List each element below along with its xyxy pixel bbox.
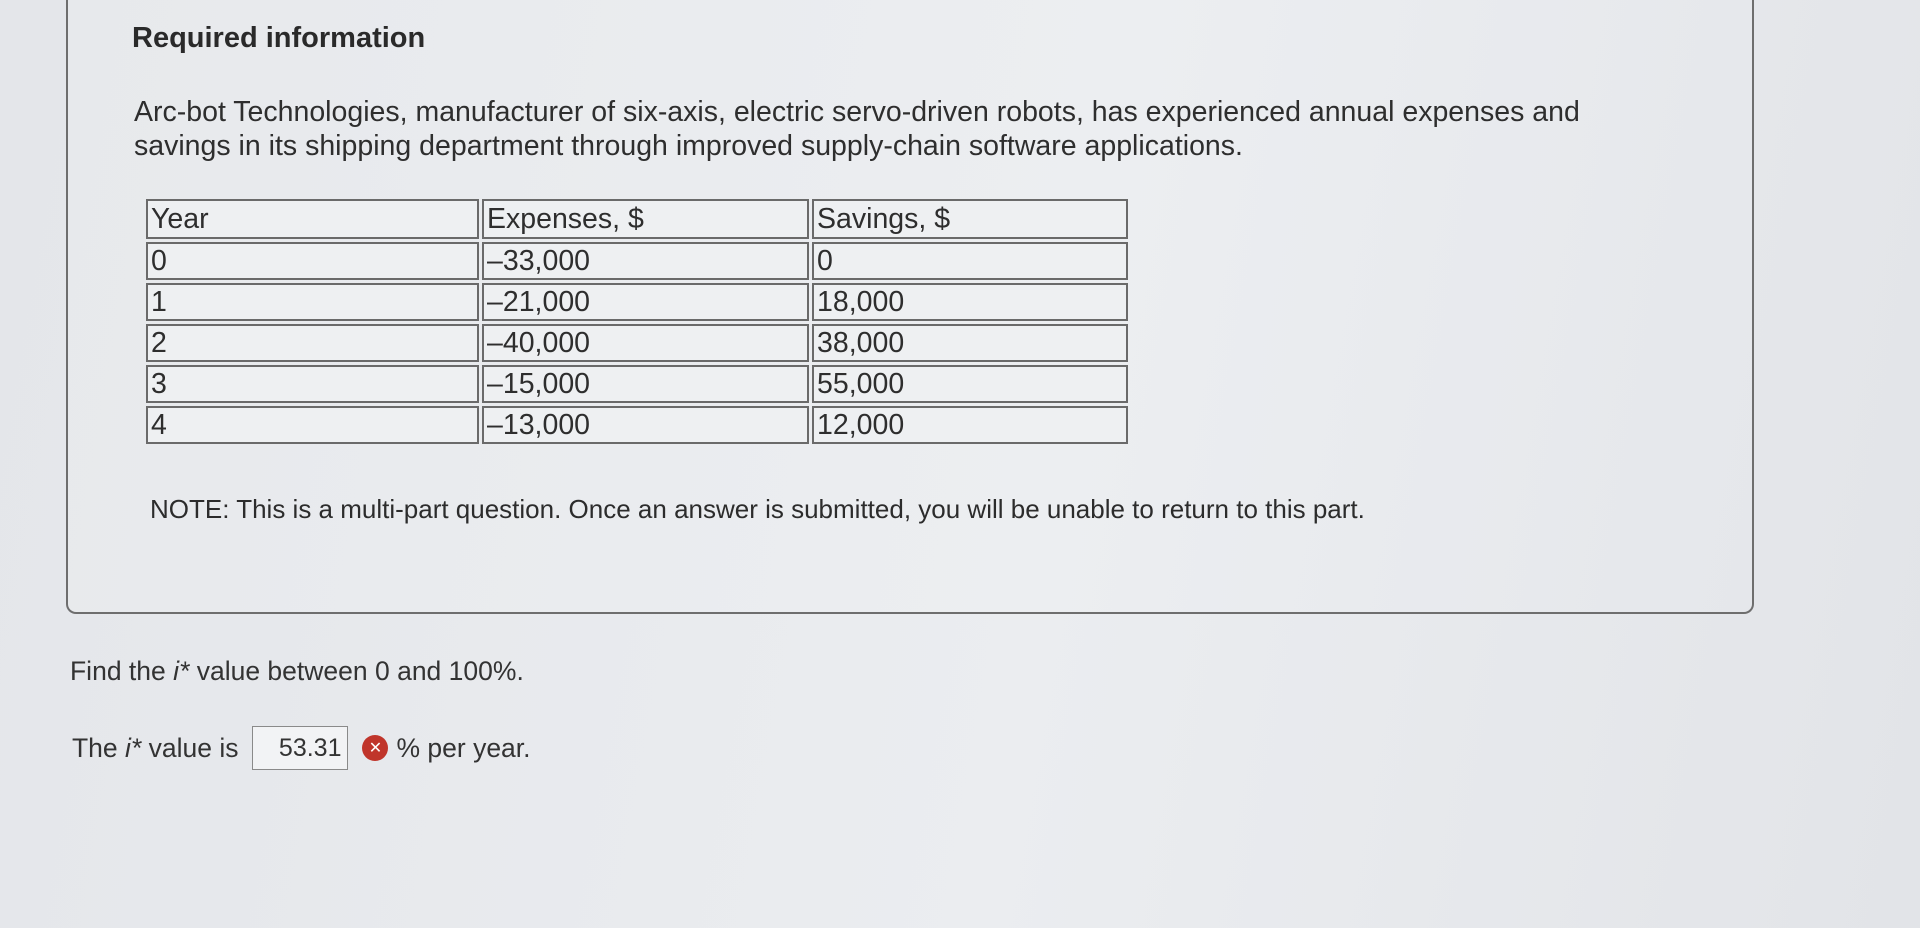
cash-flow-table — [143, 196, 1131, 447]
table-row — [146, 365, 1128, 403]
table-header-row — [146, 199, 1128, 239]
answer-label-after: value is — [148, 732, 239, 763]
savings-cell: 18,000 — [812, 283, 1128, 321]
expenses-cell: –33,000 — [482, 242, 809, 280]
savings-cell: 55,000 — [812, 365, 1128, 403]
i-star-symbol: i* — [125, 732, 142, 763]
column-header-year: Year — [146, 199, 479, 239]
savings-cell: 12,000 — [812, 406, 1128, 444]
question-text-after: value between 0 and 100%. — [196, 656, 524, 686]
table-row — [146, 283, 1128, 321]
year-cell: 1 — [146, 283, 479, 321]
year-cell: 2 — [146, 324, 479, 362]
incorrect-x-icon: ✕ — [362, 735, 388, 761]
column-header-savings: Savings, $ — [812, 199, 1128, 239]
savings-cell: 0 — [812, 242, 1128, 280]
question-text-before: Find the — [70, 656, 166, 686]
multi-part-note: NOTE: This is a multi-part question. Once an answer is submitted, you will be unable to return to this part. — [150, 494, 1365, 524]
problem-description: Arc-bot Technologies, manufacturer of six-axis, electric servo-driven robots, has experienced annual expenses and savings in its shipping department through improved supply-chain software applications. — [134, 96, 1580, 162]
panel-title: Required information — [132, 22, 426, 54]
expenses-cell: –13,000 — [482, 406, 809, 444]
answer-row — [72, 726, 531, 770]
year-cell: 4 — [146, 406, 479, 444]
expenses-cell: –21,000 — [482, 283, 809, 321]
table-row — [146, 242, 1128, 280]
year-cell: 3 — [146, 365, 479, 403]
question-prompt — [70, 656, 524, 687]
table-row — [146, 324, 1128, 362]
i-star-symbol: i* — [173, 656, 190, 686]
year-cell: 0 — [146, 242, 479, 280]
answer-unit: % per year. — [396, 732, 531, 763]
expenses-cell: –40,000 — [482, 324, 809, 362]
answer-label-before: The — [72, 732, 118, 763]
expenses-cell: –15,000 — [482, 365, 809, 403]
savings-cell: 38,000 — [812, 324, 1128, 362]
column-header-expenses: Expenses, $ — [482, 199, 809, 239]
table-row — [146, 406, 1128, 444]
answer-input-field[interactable]: 53.31 — [252, 726, 348, 770]
